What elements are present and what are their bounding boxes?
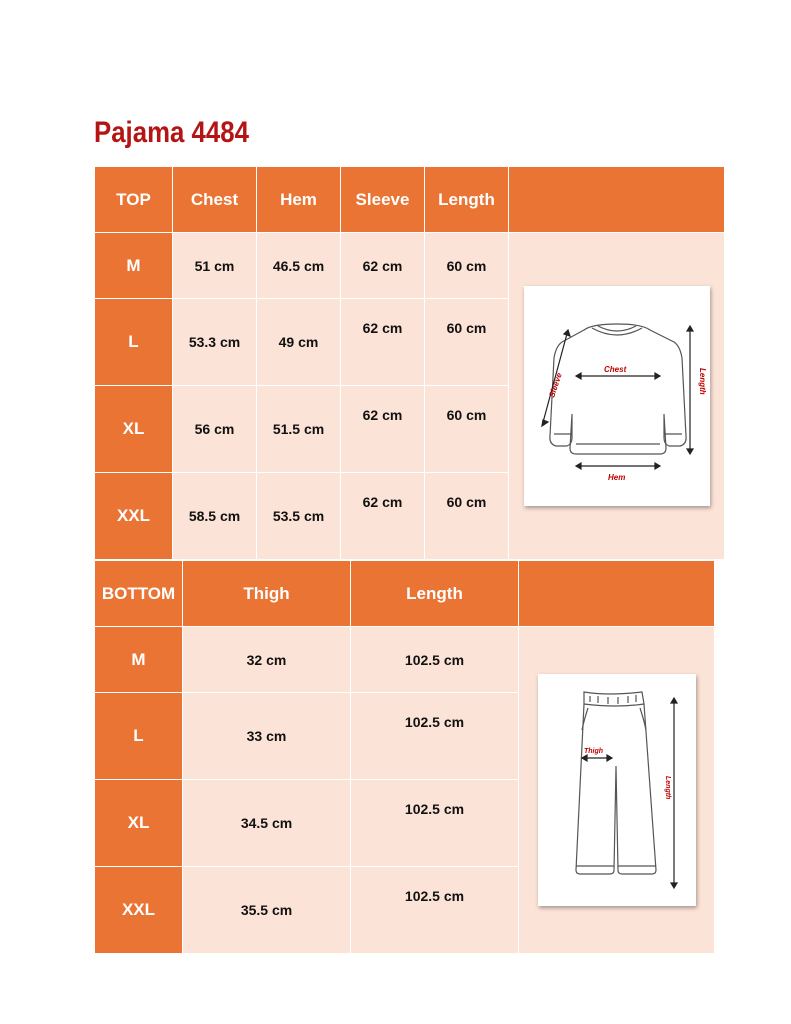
chest-value: 58.5 cm: [173, 473, 257, 560]
length-value: 102.5 cm: [351, 627, 519, 693]
sleeve-value: 62 cm: [341, 299, 425, 386]
bottom-header-blank: [519, 561, 715, 627]
length-label: Length: [663, 776, 671, 800]
top-header-sleeve: Sleeve: [341, 167, 425, 233]
hem-value: 51.5 cm: [257, 386, 341, 473]
size-label: M: [95, 627, 183, 693]
thigh-value: 33 cm: [183, 693, 351, 780]
size-label: XXL: [95, 473, 173, 560]
length-value: 102.5 cm: [351, 693, 519, 780]
length-value: 60 cm: [425, 233, 509, 299]
bottom-header-size: BOTTOM: [95, 561, 183, 627]
top-header-size: TOP: [95, 167, 173, 233]
chest-value: 56 cm: [173, 386, 257, 473]
table-row: [95, 627, 715, 693]
hem-value: 53.5 cm: [257, 473, 341, 560]
top-header-row: [95, 167, 725, 233]
length-value: 60 cm: [425, 473, 509, 560]
bottom-diagram-cell: [519, 627, 715, 954]
bottom-size-table: [94, 560, 715, 954]
length-value: 102.5 cm: [351, 780, 519, 867]
table-row: [95, 233, 725, 299]
top-diagram-cell: [509, 233, 725, 560]
top-header-length: Length: [425, 167, 509, 233]
chest-value: 51 cm: [173, 233, 257, 299]
size-label: L: [95, 299, 173, 386]
bottom-header-thigh: Thigh: [183, 561, 351, 627]
size-label: XXL: [95, 867, 183, 954]
top-size-table: [94, 166, 725, 560]
pants-diagram: [538, 674, 696, 906]
hem-label: Hem: [607, 473, 625, 482]
size-label: XL: [95, 386, 173, 473]
bottom-header-length: Length: [351, 561, 519, 627]
chest-label: Chest: [603, 365, 626, 374]
top-header-hem: Hem: [257, 167, 341, 233]
length-value: 60 cm: [425, 299, 509, 386]
thigh-value: 32 cm: [183, 627, 351, 693]
sleeve-value: 62 cm: [341, 233, 425, 299]
thigh-value: 35.5 cm: [183, 867, 351, 954]
page-title: Pajama 4484: [94, 116, 249, 149]
size-label: L: [95, 693, 183, 780]
size-label: XL: [95, 780, 183, 867]
length-label: Length: [697, 368, 707, 395]
thigh-value: 34.5 cm: [183, 780, 351, 867]
hem-value: 49 cm: [257, 299, 341, 386]
sleeve-label: Sleeve: [546, 371, 564, 399]
size-label: M: [95, 233, 173, 299]
top-header-blank: [509, 167, 725, 233]
length-value: 60 cm: [425, 386, 509, 473]
sleeve-value: 62 cm: [341, 386, 425, 473]
sweatshirt-diagram: [524, 286, 710, 506]
length-value: 102.5 cm: [351, 867, 519, 954]
thigh-label: Thigh: [583, 748, 603, 755]
bottom-header-row: [95, 561, 715, 627]
top-header-chest: Chest: [173, 167, 257, 233]
sleeve-value: 62 cm: [341, 473, 425, 560]
chest-value: 53.3 cm: [173, 299, 257, 386]
hem-value: 46.5 cm: [257, 233, 341, 299]
